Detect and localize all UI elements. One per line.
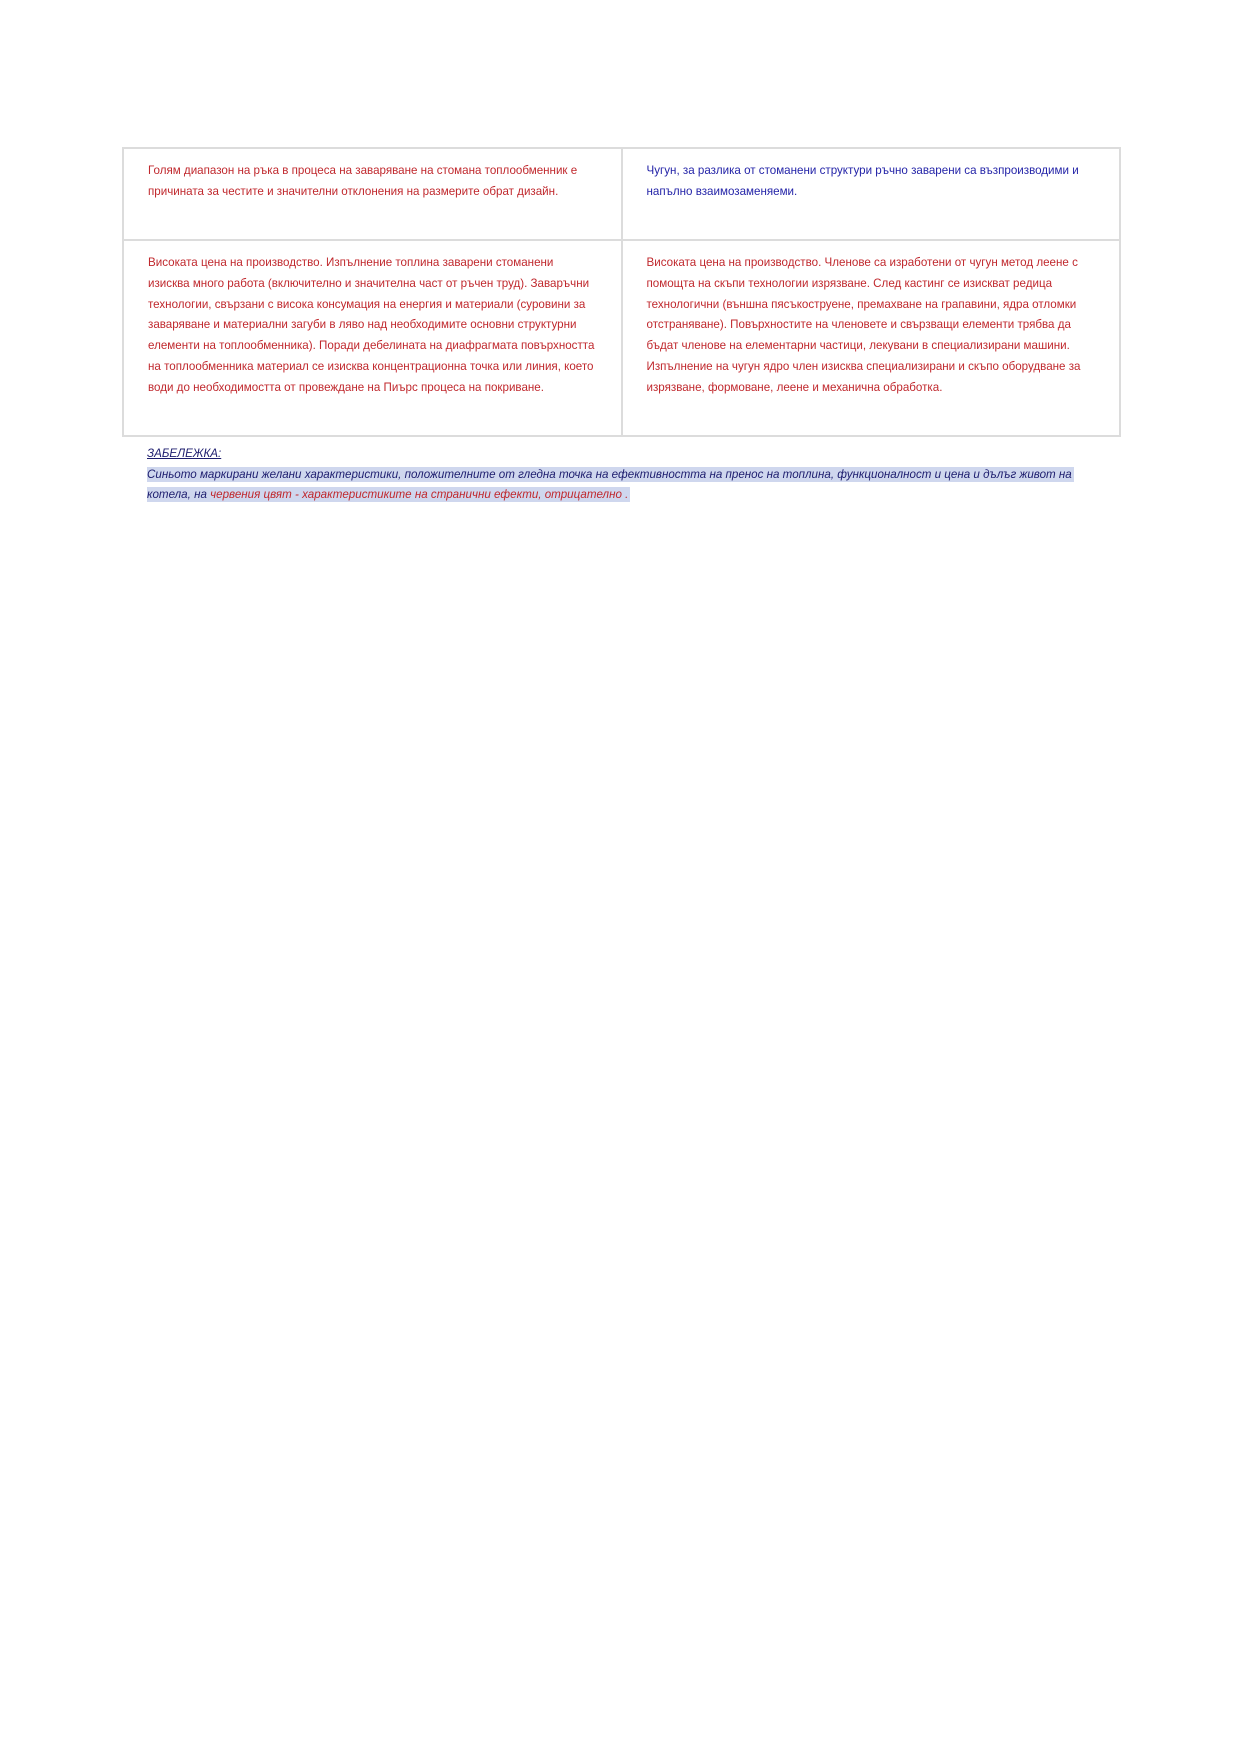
note-positive-text: Синьото маркирани желани характеристики, положителните от гледна точка на ефективността на пренос на топлина, функционалност и цена и дълъг живот на котела, на: [147, 467, 1072, 502]
note-negative-text: червения цвят - характеристиките на странични ефекти, отрицателно .: [210, 488, 629, 502]
table-row: [123, 148, 1120, 240]
note-label: ЗАБЕЛЕЖКА:: [147, 447, 222, 460]
table-cell-cast-iron-cost: Високата цена на производство. Членове са изработени от чугун метод леене с помощта на скъпи технологии изрязване. След кастинг се изискват редица технологични (външна пясъкоструене, премахване на грапавини, ядра отломки отстраняване). Повърхностите на членовете и свързващи елементи трябва да бъдат членове на елементарни частици, лекувани в специализирани машини. Изпълнение на чугун ядро член изисква специализирани и скъпо оборудване за изрязване, формоване, леене и механична обработка.: [622, 240, 1121, 436]
table-cell-cast-iron-interchangeable: Чугун, за разлика от стоманени структури ръчно заварени са възпроизводими и напълно взаимозаменяеми.: [622, 148, 1121, 240]
note-highlight: [147, 467, 1074, 503]
table-cell-steel-welding: Голям диапазон на ръка в процеса на заваряване на стомана топлообменник е причината за честите и значителни отклонения на размерите обрат дизайн.: [123, 148, 622, 240]
note-section: [147, 444, 1107, 506]
comparison-table: [122, 147, 1121, 437]
table-row: [123, 240, 1120, 436]
table-cell-steel-cost: Високата цена на производство. Изпълнение топлина заварени стоманени изисква много работа (включително и значителна част от ръчен труд). Заваръчни технологии, свързани с висока консумация на енергия и материали (суровини за заваряване и материални загуби в ляво над необходимите основни структурни елементи на топлообменника). Поради дебелината на диафрагмата повърхността на топлообменника материал се изисква концентрационна точка или линия, което води до необходимостта от провеждане на Пиърс процеса на покриване.: [123, 240, 622, 436]
